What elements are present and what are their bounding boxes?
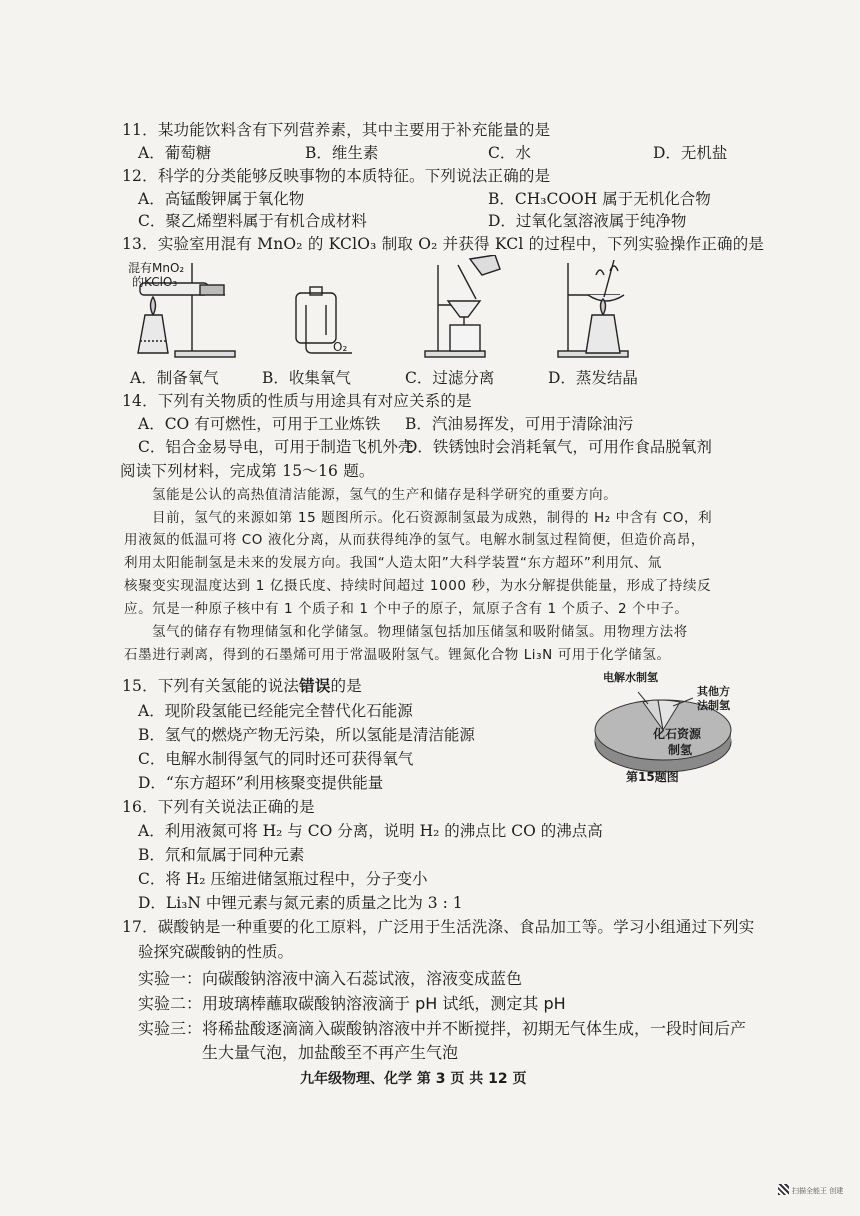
q12-option-b: B．CH₃COOH 属于无机化合物 xyxy=(488,190,711,208)
q15-fig-label-other-1: 其他方 xyxy=(697,685,730,698)
q12-stem: 12．科学的分类能够反映事物的本质特征。下列说法正确的是 xyxy=(122,167,551,185)
q13-option-d: D．蒸发结晶 xyxy=(548,369,638,387)
q14-option-b: B．汽油易挥发，可用于清除油污 xyxy=(405,415,634,433)
q15-option-c: C．电解水制得氢气的同时还可获得氧气 xyxy=(138,750,414,768)
reading-line-7: 氢气的储存有物理储氢和化学储氢。物理储氢包括加压储氢和吸附储氢。用物理方法将 xyxy=(152,624,688,640)
scanner-watermark: 扫描全能王 创建 xyxy=(792,1187,844,1195)
reading-line-3: 用液氮的低温可将 CO 液化分离，从而获得纯净的氢气。电解水制氢过程简便，但造价高昂， xyxy=(124,532,705,548)
q16-option-c: C．将 H₂ 压缩进储氢瓶过程中，分子变小 xyxy=(138,870,428,888)
q14-option-a: A．CO 有可燃性，可用于工业炼铁 xyxy=(138,415,381,433)
q15-stem-post: 的是 xyxy=(330,677,362,695)
reading-line-8: 石墨进行剥离，得到的石墨烯可用于常温吸附氢气。锂氮化合物 Li₃N 可用于化学储氢。 xyxy=(124,647,671,663)
reading-line-1: 氢能是公认的高热值清洁能源，氢气的生产和储存是科学研究的重要方向。 xyxy=(152,487,618,503)
q17-experiment-3-line-2: 生大量气泡，加盐酸至不再产生气泡 xyxy=(202,1043,459,1062)
q15-fig-caption: 第15题图 xyxy=(626,770,679,784)
q15-stem xyxy=(122,674,362,696)
q16-option-a: A．利用液氮可将 H₂ 与 CO 分离，说明 H₂ 的沸点比 CO 的沸点高 xyxy=(138,822,603,840)
q15-stem-emphasis: 错误 xyxy=(299,676,331,695)
q12-option-c: C．聚乙烯塑料属于有机合成材料 xyxy=(138,212,367,230)
reading-line-2: 目前，氢气的来源如第 15 题图所示。化石资源制氢最为成熟，制得的 H₂ 中含有 CO，利 xyxy=(152,510,713,526)
reading-line-4: 利用太阳能制氢是未来的发展方向。我国“人造太阳”大科学装置“东方超环”利用氘、氚 xyxy=(124,555,662,571)
q16-option-b: B．氘和氚属于同种元素 xyxy=(138,846,305,864)
fig-c-filtration xyxy=(425,255,500,357)
fig-b-label-o2: O₂ xyxy=(333,340,348,354)
q17-experiment-2: 实验二：用玻璃棒蘸取碳酸钠溶液滴于 pH 试纸，测定其 pH xyxy=(138,994,566,1013)
q15-fig-label-fossil-1: 化石资源 xyxy=(653,727,702,741)
q11-option-d: D．无机盐 xyxy=(653,144,728,162)
q13-option-b: B．收集氧气 xyxy=(262,369,351,387)
q17-stem-2: 验探究碳酸钠的性质。 xyxy=(138,943,294,961)
q15-fig-label-other-2: 法制氢 xyxy=(697,699,730,712)
q14-option-c: C．铝合金易导电，可用于制造飞机外壳 xyxy=(138,438,414,456)
q13-option-c: C．过滤分离 xyxy=(405,369,495,387)
q17-stem-1: 17．碳酸钠是一种重要的化工原料，广泛用于生活洗涤、食品加工等。学习小组通过下列实 xyxy=(122,918,755,936)
q15-option-d: D．“东方超环”利用核聚变提供能量 xyxy=(138,774,384,792)
q11-option-a: A．葡萄糖 xyxy=(138,144,212,162)
q17-experiment-3-line-1: 实验三：将稀盐酸逐滴滴入碳酸钠溶液中并不断搅拌，初期无气体生成，一段时间后产 xyxy=(138,1019,747,1038)
q11-option-c: C．水 xyxy=(488,144,531,162)
q16-option-d: D．Li₃N 中锂元素与氮元素的质量之比为 3 : 1 xyxy=(138,894,463,912)
fig-d-evaporation xyxy=(558,260,628,357)
q17-experiment-1: 实验一：向碳酸钠溶液中滴入石蕊试液，溶液变成蓝色 xyxy=(138,969,523,988)
q15-stem-pre: 15．下列有关氢能的说法 xyxy=(122,677,300,695)
fig-a-label-2: 的KClO₃ xyxy=(132,275,178,289)
q15-fig-label-fossil-2: 制氢 xyxy=(668,743,693,757)
q15-fig-label-electrolysis: 电解水制氢 xyxy=(603,671,658,684)
reading-line-6: 应。氘是一种原子核中有 1 个质子和 1 个中子的原子，氚原子含有 1 个质子、2 个中子。 xyxy=(124,601,689,617)
qr-code-icon xyxy=(778,1184,789,1195)
reading-line-5: 核聚变实现温度达到 1 亿摄氏度、持续时间超过 1000 秒，为水分解提供能量，形成了持续反 xyxy=(124,578,712,594)
q15-option-b: B．氢气的燃烧产物无污染，所以氢能是清洁能源 xyxy=(138,726,475,744)
q14-stem: 14．下列有关物质的性质与用途具有对应关系的是 xyxy=(122,392,472,410)
q15-option-a: A．现阶段氢能已经能完全替代化石能源 xyxy=(138,702,413,720)
page-footer: 九年级物理、化学 第 3 页 共 12 页 xyxy=(300,1071,527,1087)
reading-intro: 阅读下列材料，完成第 15～16 题。 xyxy=(120,462,375,480)
q11-option-b: B．维生素 xyxy=(305,144,379,162)
q12-option-d: D．过氧化氢溶液属于纯净物 xyxy=(488,212,687,230)
q14-option-d: D．铁锈蚀时会消耗氧气，可用作食品脱氧剂 xyxy=(405,438,712,456)
q13-stem: 13．实验室用混有 MnO₂ 的 KClO₃ 制取 O₂ 并获得 KCl 的过程中，下列实验操作正确的是 xyxy=(122,235,765,253)
q13-figures xyxy=(120,255,640,365)
q16-stem: 16．下列有关说法正确的是 xyxy=(122,798,315,816)
q12-option-a: A．高锰酸钾属于氧化物 xyxy=(138,190,305,208)
q11-stem: 11．某功能饮料含有下列营养素，其中主要用于补充能量的是 xyxy=(122,121,551,139)
fig-a-label-1: 混有MnO₂ xyxy=(128,261,185,275)
q13-option-a: A．制备氧气 xyxy=(130,369,219,387)
